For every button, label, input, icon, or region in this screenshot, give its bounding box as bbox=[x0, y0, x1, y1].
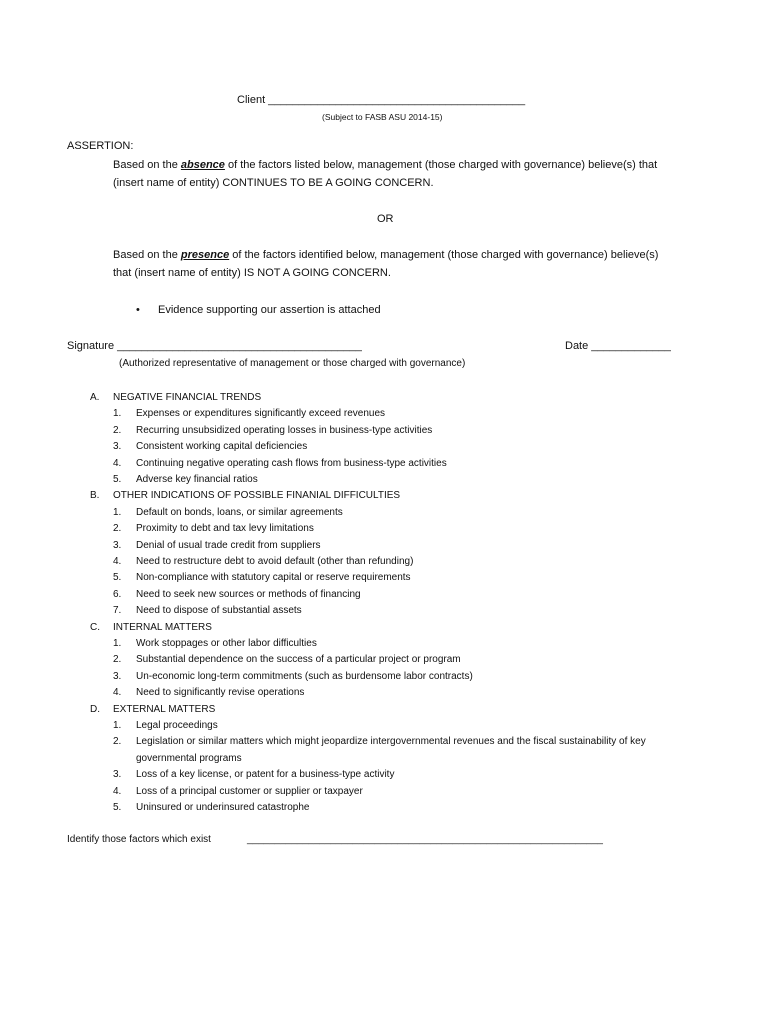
list-item-number: 4. bbox=[113, 457, 122, 469]
list-item bbox=[113, 769, 394, 780]
list-item-number: 2. bbox=[113, 424, 122, 436]
list-item bbox=[113, 425, 432, 436]
section-heading bbox=[90, 622, 212, 633]
list-item bbox=[113, 802, 309, 813]
list-item-number: 5. bbox=[113, 474, 122, 485]
list-item-text: Need to significantly revise operations bbox=[136, 687, 305, 699]
list-item-text: Proximity to debt and tax levy limitations bbox=[136, 523, 314, 535]
list-item-text: Loss of a key license, or patent for a business-type activity bbox=[136, 769, 395, 781]
section-title: EXTERNAL MATTERS bbox=[113, 703, 216, 715]
section-title: OTHER INDICATIONS OF POSSIBLE FINANIAL DIFFICULTIES bbox=[113, 490, 401, 502]
list-item-text: Consistent working capital deficiencies bbox=[136, 441, 308, 453]
list-item-number: 2. bbox=[113, 736, 122, 748]
identify-factors-line: ________________________________________________________________ bbox=[247, 834, 603, 845]
list-item-number: 6. bbox=[113, 588, 122, 600]
date-line: Date _____________ bbox=[565, 340, 671, 352]
signature-note: (Authorized representative of management or those charged with governance) bbox=[119, 358, 466, 369]
list-item-text: Expenses or expenditures significantly exceed revenues bbox=[136, 408, 386, 420]
list-item-number: 4. bbox=[113, 785, 122, 797]
list-item-number: 4. bbox=[113, 687, 122, 699]
presence-post: of the factors identified below, management (those charged with governance) believe(s) bbox=[229, 249, 659, 261]
section-letter: C. bbox=[90, 621, 100, 633]
list-item bbox=[113, 523, 314, 534]
presence-keyword: presence bbox=[180, 249, 230, 261]
list-item bbox=[113, 441, 307, 452]
bullet-icon: • bbox=[136, 304, 140, 316]
list-item-number: 4. bbox=[113, 556, 122, 567]
section-heading bbox=[90, 490, 400, 501]
presence-pre: Based on the bbox=[113, 249, 181, 261]
list-item bbox=[113, 408, 385, 419]
list-item bbox=[113, 589, 361, 600]
list-item-number: 2. bbox=[113, 654, 122, 666]
list-item-number: 1. bbox=[113, 638, 122, 649]
list-item-number: 5. bbox=[113, 572, 122, 584]
list-item bbox=[113, 720, 218, 731]
section-title: NEGATIVE FINANCIAL TRENDS bbox=[113, 392, 262, 403]
list-item-continuation: governmental programs bbox=[136, 752, 242, 764]
absence-keyword: absence bbox=[180, 159, 225, 171]
list-item bbox=[113, 671, 473, 682]
absence-paragraph-line2: (insert name of entity) CONTINUES TO BE A GOING CONCERN. bbox=[113, 177, 434, 189]
list-item-text: Legislation or similar matters which might jeopardize intergovernmental revenues and the fiscal sustainability of key bbox=[136, 736, 646, 748]
list-item-number: 1. bbox=[113, 506, 122, 518]
list-item bbox=[113, 458, 447, 469]
list-item bbox=[113, 605, 302, 616]
list-item-text: Need to dispose of substantial assets bbox=[136, 605, 302, 617]
section-letter: A. bbox=[90, 392, 100, 403]
absence-post: of the factors listed below, management (those charged with governance) believe(s) that bbox=[224, 159, 658, 171]
list-item bbox=[113, 736, 646, 747]
list-item-text: Legal proceedings bbox=[136, 720, 218, 731]
list-item-number: 3. bbox=[113, 670, 122, 682]
list-item-number: 1. bbox=[113, 408, 122, 420]
list-item-text: Need to restructure debt to avoid default (other than refunding) bbox=[136, 556, 414, 567]
list-item-number: 3. bbox=[113, 769, 122, 781]
signature-line: Signature ________________________________________ bbox=[67, 340, 362, 352]
presence-paragraph-line1 bbox=[113, 249, 658, 261]
section-letter: B. bbox=[90, 490, 100, 502]
list-item bbox=[113, 687, 304, 698]
list-item-number: 2. bbox=[113, 523, 122, 535]
client-line: Client __________________________________________ bbox=[237, 94, 526, 106]
list-item bbox=[113, 474, 258, 485]
list-item-number: 1. bbox=[113, 720, 122, 731]
evidence-bullet-text: Evidence supporting our assertion is attached bbox=[158, 304, 381, 316]
list-item-text: Recurring unsubsidized operating losses in business-type activities bbox=[136, 424, 433, 436]
list-item-text: Work stoppages or other labor difficulties bbox=[136, 638, 317, 649]
list-item-text: Continuing negative operating cash flows from business-type activities bbox=[136, 457, 447, 469]
section-heading bbox=[90, 392, 261, 403]
list-item-number: 5. bbox=[113, 802, 122, 813]
list-item-number: 3. bbox=[113, 539, 122, 551]
list-item-number: 3. bbox=[113, 441, 122, 453]
list-item bbox=[113, 654, 461, 665]
absence-paragraph-line1 bbox=[113, 159, 657, 171]
or-separator: OR bbox=[377, 213, 394, 225]
list-item bbox=[113, 786, 363, 797]
list-item-text: Need to seek new sources or methods of financing bbox=[136, 588, 361, 600]
section-letter: D. bbox=[90, 703, 100, 715]
list-item-number: 7. bbox=[113, 605, 122, 617]
list-item-text: Un-economic long-term commitments (such as burdensome labor contracts) bbox=[136, 670, 473, 682]
list-item-text: Default on bonds, loans, or similar agreements bbox=[136, 506, 343, 518]
section-heading bbox=[90, 704, 215, 715]
list-item bbox=[113, 540, 321, 551]
list-item-text: Substantial dependence on the success of a particular project or program bbox=[136, 654, 461, 666]
section-title: INTERNAL MATTERS bbox=[113, 621, 212, 633]
subtitle: (Subject to FASB ASU 2014-15) bbox=[322, 112, 443, 122]
assertion-heading: ASSERTION: bbox=[67, 140, 134, 152]
absence-pre: Based on the bbox=[113, 159, 181, 171]
presence-paragraph-line2: that (insert name of entity) IS NOT A GOING CONCERN. bbox=[113, 267, 391, 279]
identify-factors-label: Identify those factors which exist bbox=[67, 834, 211, 845]
list-item bbox=[113, 572, 411, 583]
list-item bbox=[113, 638, 317, 649]
list-item-text: Loss of a principal customer or supplier or taxpayer bbox=[136, 785, 363, 797]
list-item-text: Adverse key financial ratios bbox=[136, 474, 258, 485]
list-item-text: Denial of usual trade credit from suppliers bbox=[136, 539, 321, 551]
list-item bbox=[113, 556, 413, 567]
list-item bbox=[113, 507, 343, 518]
list-item-text: Non-compliance with statutory capital or reserve requirements bbox=[136, 572, 411, 584]
list-item-text: Uninsured or underinsured catastrophe bbox=[136, 802, 310, 813]
